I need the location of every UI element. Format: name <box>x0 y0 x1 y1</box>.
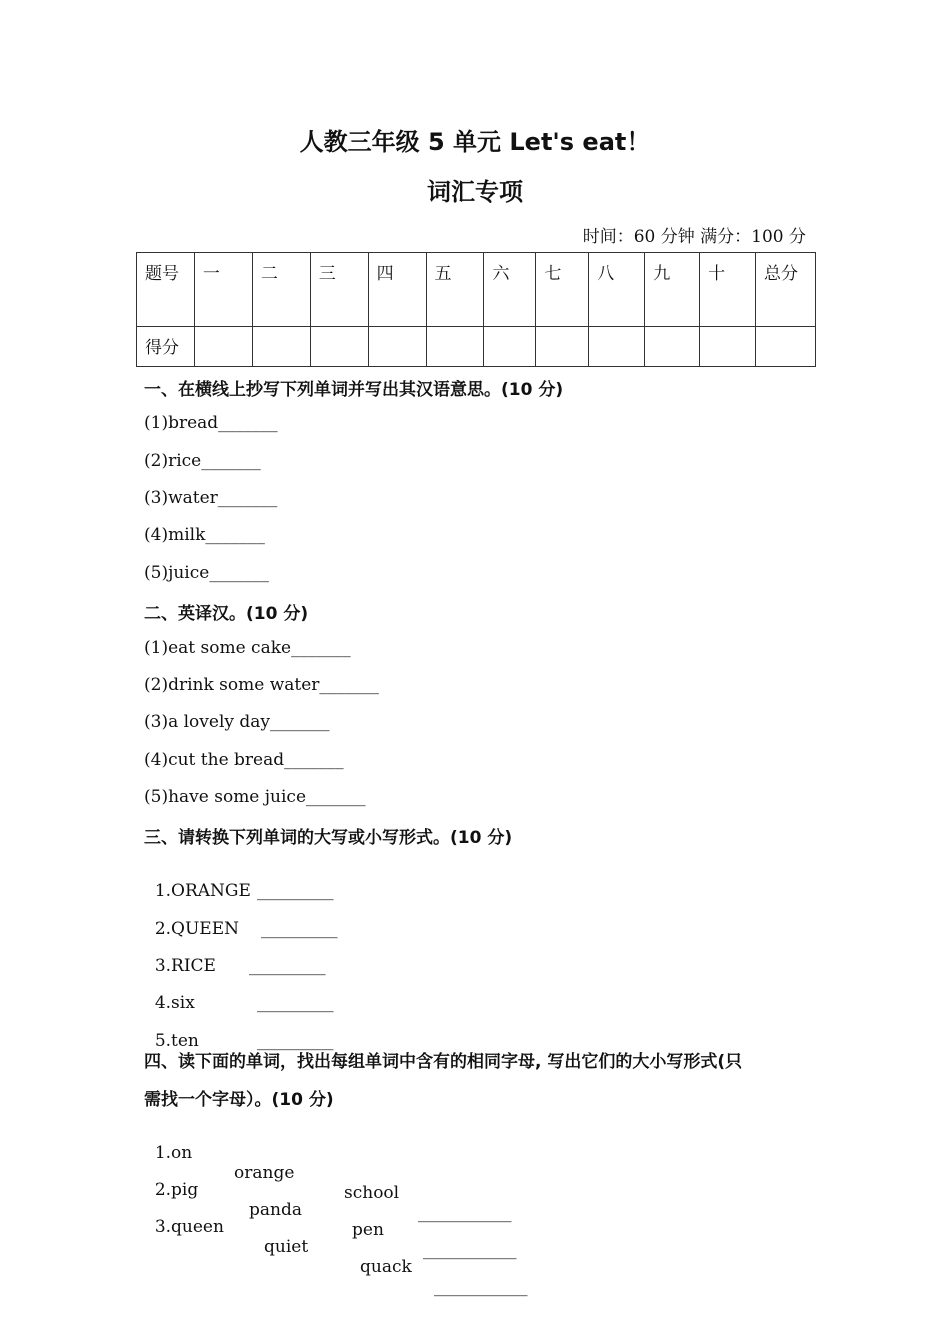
score-cell: 八 <box>589 253 645 327</box>
section-1-item: (2)rice_______ <box>144 451 261 471</box>
section-3-heading: 三、请转换下列单词的大写或小写形式。(10 分) <box>144 828 513 848</box>
score-cell: 七 <box>536 253 589 327</box>
answer-blank[interactable]: ___________ <box>434 1277 528 1297</box>
answer-blank[interactable]: _________ <box>257 881 334 901</box>
score-input-cell[interactable] <box>645 327 700 367</box>
section-4-heading-line-2: 需找一个字母）。(10 分) <box>144 1090 334 1110</box>
section-3-item <box>144 899 338 939</box>
answer-blank[interactable]: _________ <box>261 919 338 939</box>
section-3-item <box>144 1011 334 1051</box>
word: school <box>344 1183 400 1203</box>
section-3-word: 1.ORANGE <box>154 881 251 901</box>
word: quack <box>360 1257 412 1277</box>
score-input-cell[interactable] <box>310 327 368 367</box>
score-input-cell[interactable] <box>589 327 645 367</box>
word: orange <box>234 1163 295 1183</box>
score-table-score-row <box>137 327 816 367</box>
section-3-item <box>144 861 334 901</box>
answer-blank[interactable]: ___________ <box>418 1203 512 1223</box>
section-2-heading: 二、英译汉。(10 分) <box>144 604 309 624</box>
score-cell: 三 <box>310 253 368 327</box>
answer-blank[interactable]: _________ <box>249 956 326 976</box>
section-1-item: (3)water_______ <box>144 488 278 508</box>
score-input-cell[interactable] <box>536 327 589 367</box>
section-1-item: (4)milk_______ <box>144 525 265 545</box>
section-1-heading: 一、在横线上抄写下列单词并写出其汉语意思。(10 分) <box>144 380 564 400</box>
page-subtitle: 词汇专项 <box>427 178 523 206</box>
word: quiet <box>264 1237 309 1257</box>
section-2-item: (1)eat some cake_______ <box>144 638 351 658</box>
score-input-cell[interactable] <box>700 327 756 367</box>
score-row-label: 得分 <box>137 327 195 367</box>
answer-blank[interactable]: _________ <box>257 1031 334 1051</box>
word: 3.queen <box>154 1217 224 1237</box>
answer-blank[interactable]: ___________ <box>423 1240 517 1260</box>
section-3-word: 2.QUEEN <box>154 919 239 939</box>
score-input-cell[interactable] <box>756 327 816 367</box>
score-cell: 六 <box>484 253 536 327</box>
score-cell: 四 <box>368 253 426 327</box>
time-and-score-info: 时间：60 分钟 满分：100 分 <box>582 227 806 247</box>
section-3-word: 4.six <box>154 993 195 1013</box>
score-input-cell[interactable] <box>368 327 426 367</box>
section-2-item: (3)a lovely day_______ <box>144 712 330 732</box>
section-4-heading-line-1: 四、读下面的单词，找出每组单词中含有的相同字母, 写出它们的大小写形式(只 <box>144 1052 743 1072</box>
score-input-cell[interactable] <box>426 327 484 367</box>
word: 2.pig <box>154 1180 199 1200</box>
section-1-item: (1)bread_______ <box>144 413 278 433</box>
section-3-word: 5.ten <box>154 1031 199 1051</box>
word: pen <box>352 1220 384 1240</box>
section-2-item: (2)drink some water_______ <box>144 675 379 695</box>
section-2-item: (4)cut the bread_______ <box>144 750 344 770</box>
score-cell: 二 <box>252 253 310 327</box>
section-2-item: (5)have some juice_______ <box>144 787 366 807</box>
word: 1.on <box>154 1143 193 1163</box>
section-3-word: 3.RICE <box>154 956 216 976</box>
answer-blank[interactable]: _________ <box>257 993 334 1013</box>
score-cell: 九 <box>645 253 700 327</box>
score-cell: 题号 <box>137 253 195 327</box>
score-input-cell[interactable] <box>252 327 310 367</box>
page-title: 人教三年级 5 单元 Let's eat！ <box>299 128 651 156</box>
score-cell: 一 <box>194 253 252 327</box>
score-table <box>136 252 816 367</box>
score-cell: 五 <box>426 253 484 327</box>
score-input-cell[interactable] <box>194 327 252 367</box>
score-cell: 总分 <box>756 253 816 327</box>
section-3-item <box>144 936 326 976</box>
word: panda <box>249 1200 302 1220</box>
score-cell: 十 <box>700 253 756 327</box>
section-1-item: (5)juice_______ <box>144 563 269 583</box>
score-input-cell[interactable] <box>484 327 536 367</box>
section-3-item <box>144 973 334 1013</box>
score-table-header-row <box>137 253 816 327</box>
